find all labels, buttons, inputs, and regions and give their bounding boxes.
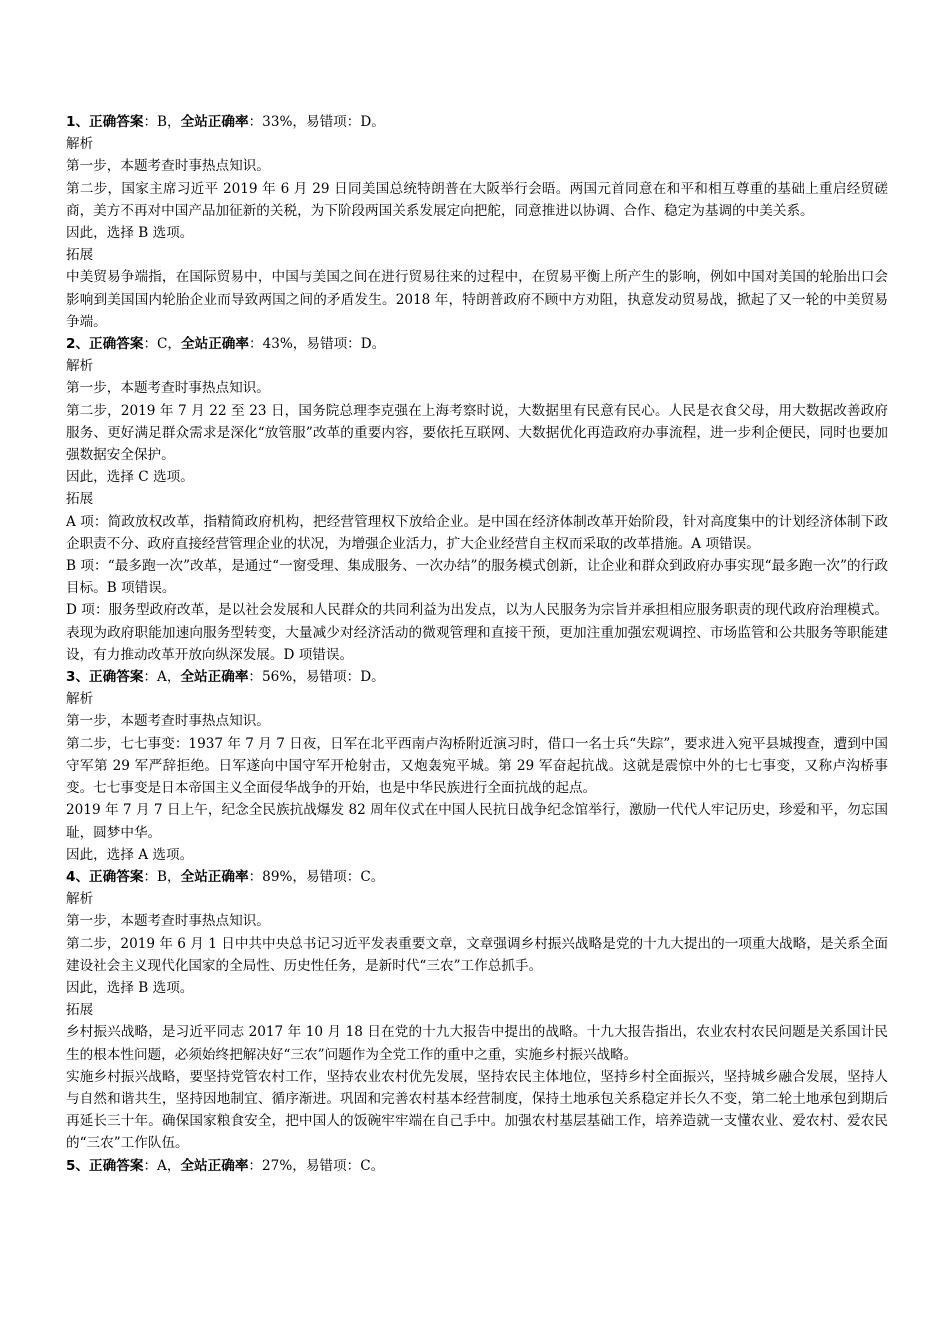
analysis-paragraph: 第二步，2019 年 7 月 22 至 23 日，国务院总理李克强在上海考察时说，大数据里有民意有民心。人民是衣食父母，用大数据改善政府服务、更好满足群众需求是深化“放管服”改革的重要内容，要依托互联网、大数据优化再造政府办事流程，进一步利企便民，同时也要加强数据安全保护。 <box>66 402 888 464</box>
answer-document <box>66 111 888 1177</box>
analysis-paragraph: 因此，选择 B 选项。 <box>66 979 194 996</box>
header-text: ：27%，易错项：C。 <box>248 1157 385 1174</box>
analysis-label: 解析 <box>66 691 94 708</box>
analysis-label: 解析 <box>66 891 94 908</box>
question-header <box>66 666 888 688</box>
extension-paragraph: B 项：“最多跑一次”改革，是通过“一窗受理、集成服务、一次办结”的服务模式创新，让企业和群众到政府办事实现“最多跑一次”的行政目标。B 项错误。 <box>66 558 888 597</box>
header-text: ：43%，易错项：D。 <box>249 336 386 353</box>
extension-label: 拓展 <box>66 491 94 508</box>
analysis-paragraph: 因此，选择 C 选项。 <box>66 469 194 486</box>
question-block <box>66 866 888 1155</box>
extension-paragraph: A 项：简政放权改革，指精简政府机构，把经营管理权下放给企业。是中国在经济体制改革开始阶段，针对高度集中的计划经济体制下政企职责不分、政府直接经营管理企业的状况，为增强企业活力，扩大企业经营自主权而采取的改革措施。A 项错误。 <box>66 513 888 552</box>
question-block <box>66 333 888 666</box>
header-key: 全站正确率 <box>181 336 249 353</box>
question-header <box>66 111 888 133</box>
analysis-label: 解析 <box>66 358 94 375</box>
analysis-paragraph: 第二步，2019 年 6 月 1 日中共中央总书记习近平发表重要文章，文章强调乡村振兴战略是党的十九大提出的一项重大战略，是关系全面建设社会主义现代化国家的全局性、历史性任务，是新时代“三农”工作总抓手。 <box>66 935 888 974</box>
header-text: ：33%，易错项：D。 <box>248 114 385 130</box>
header-text: ：B， <box>143 114 181 130</box>
question-header <box>66 866 888 888</box>
extension-label: 拓展 <box>66 247 94 264</box>
header-text: ：A， <box>143 1157 181 1174</box>
analysis-paragraph: 第二步，国家主席习近平 2019 年 6 月 29 日同美国总统特朗普在大阪举行会晤。两国元首同意在和平和相互尊重的基础上重启经贸磋商，美方不再对中国产品加征新的关税，为下阶段两国关系发展定向把舵，同意推进以协调、合作、稳定为基调的中美关系。 <box>66 180 888 219</box>
question-block <box>66 666 888 866</box>
analysis-paragraph: 第一步，本题考查时事热点知识。 <box>66 380 270 397</box>
header-key: 4、正确答案 <box>66 868 144 885</box>
header-key: 1、正确答案 <box>66 114 144 130</box>
extension-paragraph: 乡村振兴战略，是习近平同志 2017 年 10 月 18 日在党的十九大报告中提出的战略。十九大报告指出，农业农村农民问题是关系国计民生的根本性问题，必须始终把解决好“三农”问题作为全党工作的重中之重，实施乡村振兴战略。 <box>66 1024 888 1063</box>
analysis-paragraph: 第一步，本题考查时事热点知识。 <box>66 158 270 175</box>
extension-label: 拓展 <box>66 1002 94 1019</box>
header-key: 5、正确答案 <box>66 1157 144 1174</box>
analysis-label: 解析 <box>66 136 94 153</box>
extension-paragraph: 中美贸易争端指，在国际贸易中，中国与美国之间在进行贸易往来的过程中，在贸易平衡上所产生的影响，例如中国对美国的轮胎出口会影响到美国国内轮胎企业而导致两国之间的矛盾发生。2018 年，特朗普政府不顾中方劝阻，执意发动贸易战，掀起了又一轮的中美贸易争端。 <box>66 269 888 330</box>
header-key: 全站正确率 <box>180 868 249 885</box>
header-text: ：89%，易错项：C。 <box>248 868 385 885</box>
header-text: ：C， <box>143 336 182 353</box>
analysis-paragraph: 因此，选择 B 选项。 <box>66 225 194 242</box>
header-text: ：56%，易错项：D。 <box>248 669 385 686</box>
header-key: 全站正确率 <box>180 114 249 130</box>
analysis-paragraph: 2019 年 7 月 7 日上午，纪念全民族抗战爆发 82 周年仪式在中国人民抗日战争纪念馆举行，激励一代代人牢记历史，珍爱和平，勿忘国耻，圆梦中华。 <box>66 802 888 841</box>
question-header <box>66 333 888 355</box>
header-key: 2、正确答案 <box>66 336 144 353</box>
header-text: ：B， <box>143 868 181 885</box>
analysis-paragraph: 因此，选择 A 选项。 <box>66 846 194 863</box>
question-block <box>66 111 888 333</box>
extension-paragraph: D 项：服务型政府改革，是以社会发展和人民群众的共同利益为出发点，以为人民服务为宗旨并承担相应服务职责的现代政府治理模式。表现为政府职能加速向服务型转变，大量减少对经济活动的微观管理和直接干预，更加注重加强宏观调控、市场监管和公共服务等职能建设，有力推动改革开放向纵深发展。D 项错误。 <box>66 602 888 663</box>
analysis-paragraph: 第一步，本题考查时事热点知识。 <box>66 713 270 730</box>
header-text: ：A， <box>143 669 181 686</box>
header-key: 3、正确答案 <box>66 669 144 686</box>
analysis-paragraph: 第一步，本题考查时事热点知识。 <box>66 913 270 930</box>
header-key: 全站正确率 <box>180 669 249 686</box>
extension-paragraph: 实施乡村振兴战略，要坚持党管农村工作，坚持农业农村优先发展，坚持农民主体地位，坚持乡村全面振兴，坚持城乡融合发展，坚持人与自然和谐共生，坚持因地制宜、循序渐进。巩固和完善农村基本经营制度，保持土地承包关系稳定并长久不变，第二轮土地承包到期后再延长三十年。确保国家粮食安全，把中国人的饭碗牢牢端在自己手中。加强农村基层基础工作，培养造就一支懂农业、爱农村、爱农民的“三农”工作队伍。 <box>66 1068 888 1152</box>
header-key: 全站正确率 <box>180 1157 249 1174</box>
analysis-paragraph: 第二步，七七事变：1937 年 7 月 7 日夜，日军在北平西南卢沟桥附近演习时，借口一名士兵“失踪”，要求进入宛平县城搜查，遭到中国守军第 29 军严辞拒绝。日军遂向中国守军开枪射击，又炮轰宛平城。第 29 军奋起抗战。这就是震惊中外的七七事变，又称卢沟桥事变。七七事变是日本帝国主义全面侵华战争的开始，也是中华民族进行全面抗战的起点。 <box>66 735 888 797</box>
question-header <box>66 1155 888 1177</box>
question-block <box>66 1155 888 1177</box>
